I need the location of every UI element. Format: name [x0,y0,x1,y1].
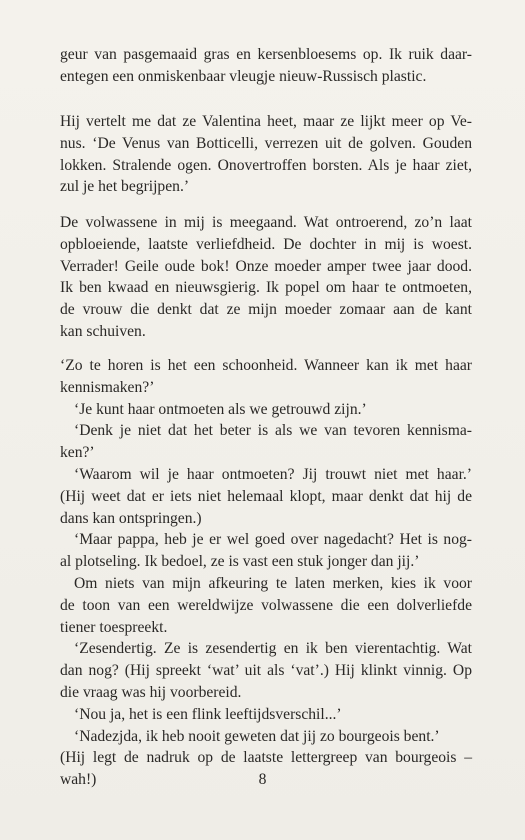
text-line: de toon van een wereldwijze volwassene die een dolverliefde [60,596,472,614]
text-line: dan nog? (Hij spreekt ‘wat’ uit als ‘vat’.) Hij klinkt vinnig. Op [60,662,472,680]
text-line: ken?’ [60,444,95,462]
paragraph-3 [60,212,472,343]
text-line: ‘Waarom wil je haar ontmoeten? Jij trouwt niet met haar.’ [74,465,472,483]
page-number: 8 [258,771,267,788]
text-line: geur van pasgemaaid gras en kersenbloesems op. Ik ruik daar- [60,46,472,63]
text-line: ‘Je kunt haar ontmoeten als we getrouwd zijn.’ [74,400,367,418]
text-line: ‘Denk je niet dat het beter is als we van tevoren kennisma- [74,422,472,440]
text-line: nus. ‘De Venus van Botticelli, verrezen uit de golven. Gouden [60,134,472,152]
text-line: De volwassene in mij is meegaand. Wat ontroerend, zo’n laat [60,214,472,231]
text-line: kennismaken?’ [60,378,155,396]
paragraph-2 [60,111,472,198]
text-line: opbloeiende, laatste verliefdheid. De dochter in mij is woest. [60,235,472,253]
text-line: die vraag was hij voorbereid. [60,683,242,701]
text-line: tiener toespreekt. [60,618,168,636]
text-line: (Hij legt de nadruk op de laatste lettergreep van bourgeois – [60,749,472,767]
text-line: Om niets van mijn afkeuring te laten merken, kies ik voor [74,574,472,592]
text-line: Verrader! Geile oude bok! Onze moeder amper twee jaar dood. [60,257,472,275]
text-line: Hij vertelt me dat ze Valentina heet, maar ze lijkt meer op Ve- [60,113,472,130]
paragraph-1 [60,44,472,88]
dialogue-section [60,355,472,791]
text-line: dans kan ontspringen.) [60,509,202,527]
text-line: Ik ben kwaad en nieuwsgierig. Ik popel om haar te ontmoeten, [60,279,472,297]
text-line: kan schuiven. [60,322,146,340]
text-line: de vrouw die denkt dat ze mijn moeder zomaar aan de kant [60,301,472,319]
text-line: lokken. Stralende ogen. Onovertroffen borsten. Als je haar ziet, [60,156,472,174]
text-line: (Hij weet dat er iets niet helemaal klopt, maar denkt dat hij de [60,487,472,505]
text-line: ‘Nou ja, het is een flink leeftijdsverschil...’ [74,705,342,723]
text-line: entegen een onmiskenbaar vleugje nieuw-Russisch plastic. [60,67,427,85]
text-line: wah!) [60,771,97,789]
text-line: al plotseling. Ik bedoel, ze is vast een stuk jonger dan jij.’ [60,553,420,571]
text-line: ‘Zo te horen is het een schoonheid. Wanneer kan ik met haar [60,357,472,374]
text-line: ‘Zesendertig. Ze is zesendertig en ik ben vierentachtig. Wat [74,640,472,658]
text-line: ‘Maar pappa, heb je er wel goed over nagedacht? Het is nog- [74,531,472,549]
text-line: ‘Nadezjda, ik heb nooit geweten dat jij zo bourgeois bent.’ [74,727,440,745]
text-line: zul je het begrijpen.’ [60,178,190,196]
